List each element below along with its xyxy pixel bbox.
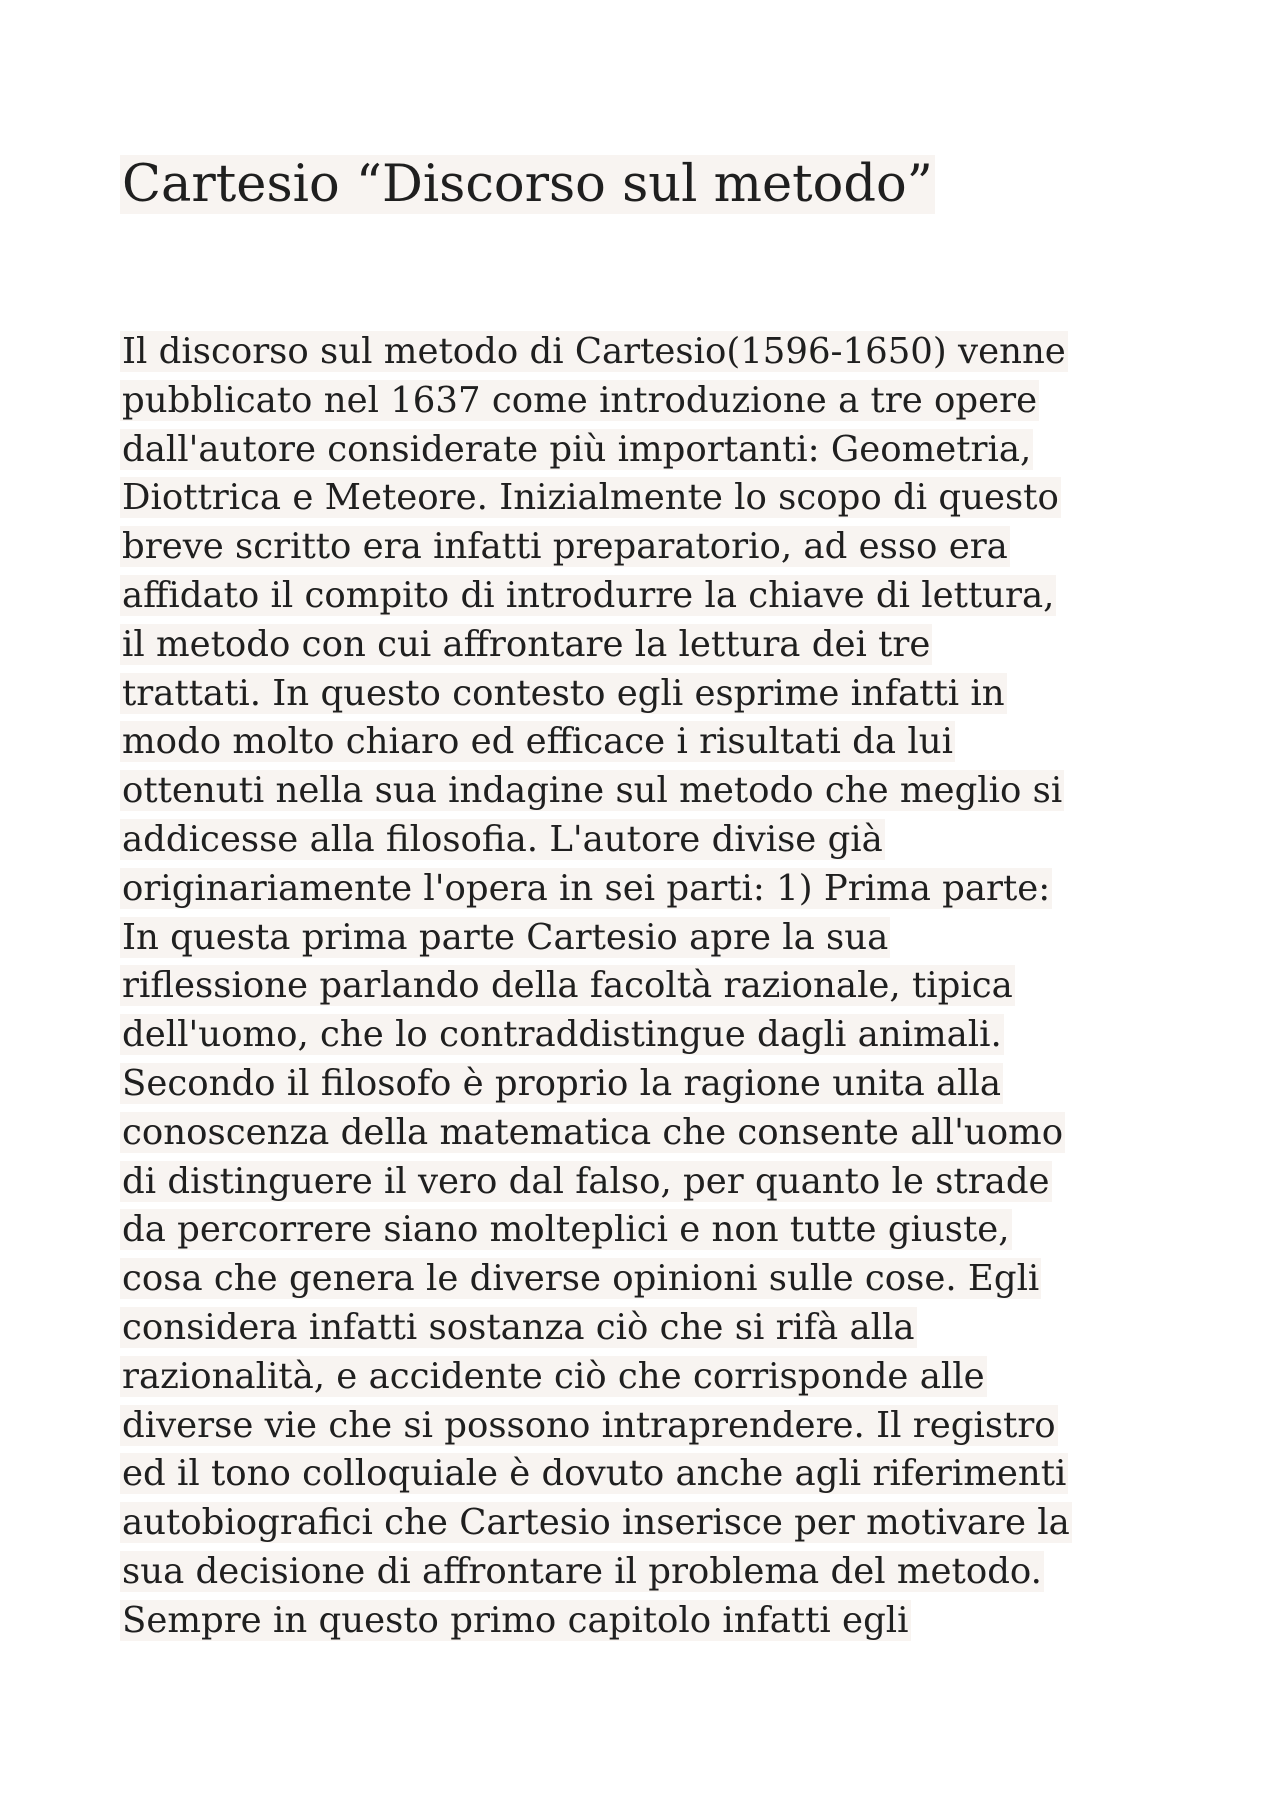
text-line: In questa prima parte Cartesio apre la sua [122, 916, 889, 958]
text-line: Secondo il filosofo è proprio la ragione unita alla [122, 1062, 1002, 1104]
text-line: autobiografici che Cartesio inserisce per motivare la [122, 1502, 1070, 1544]
text-line: breve scritto era infatti preparatorio, ad esso era [122, 526, 1008, 568]
text-line: conoscenza della matematica che consente all'uomo [122, 1111, 1064, 1153]
text-line: il metodo con cui affrontare la lettura dei tre [122, 623, 931, 665]
text-line: cosa che genera le diverse opinioni sulle cose. Egli [122, 1258, 1040, 1300]
text-line: dell'uomo, che lo contraddistingue dagli animali. [122, 1014, 1002, 1056]
text-line: Diottrica e Meteore. Inizialmente lo scopo di questo [122, 477, 1059, 519]
text-line: riflessione parlando della facoltà razionale, tipica [122, 965, 1013, 1007]
document-title [120, 148, 935, 222]
text-line: dall'autore considerate più importanti: Geometria, [122, 428, 1032, 470]
text-line: addicesse alla filosofia. L'autore divise già [122, 818, 883, 860]
text-line: Il discorso sul metodo di Cartesio(1596-1650) venne [122, 331, 1066, 372]
text-line: di distinguere il vero dal falso, per quanto le strade [122, 1160, 1050, 1202]
text-line: modo molto chiaro ed efficace i risultati da lui [122, 721, 953, 763]
text-line: trattati. In questo contesto egli esprime infatti in [122, 672, 1005, 714]
text-line: da percorrere siano molteplici e non tutte giuste, [122, 1209, 1010, 1251]
text-line: Sempre in questo primo capitolo infatti egli [122, 1599, 909, 1641]
text-line: affidato il compito di introdurre la chiave di lettura, [122, 574, 1055, 616]
text-line: pubblicato nel 1637 come introduzione a tre opere [122, 379, 1038, 421]
text-line: considera infatti sostanza ciò che si rifà alla [122, 1306, 915, 1348]
text-line: sua decisione di affrontare il problema del metodo. [122, 1550, 1042, 1592]
document-body [120, 328, 1072, 1646]
text-line: diverse vie che si possono intraprendere. Il registro [122, 1404, 1056, 1446]
document-title-text: Cartesio “Discorso sul metodo” [122, 155, 933, 214]
text-line: razionalità, e accidente ciò che corrisponde alle [122, 1355, 985, 1397]
text-line: ed il tono colloquiale è dovuto anche agli riferimenti [122, 1453, 1067, 1495]
text-line: ottenuti nella sua indagine sul metodo che meglio si [122, 770, 1063, 812]
text-line: originariamente l'opera in sei parti: 1) Prima parte: [122, 867, 1051, 909]
